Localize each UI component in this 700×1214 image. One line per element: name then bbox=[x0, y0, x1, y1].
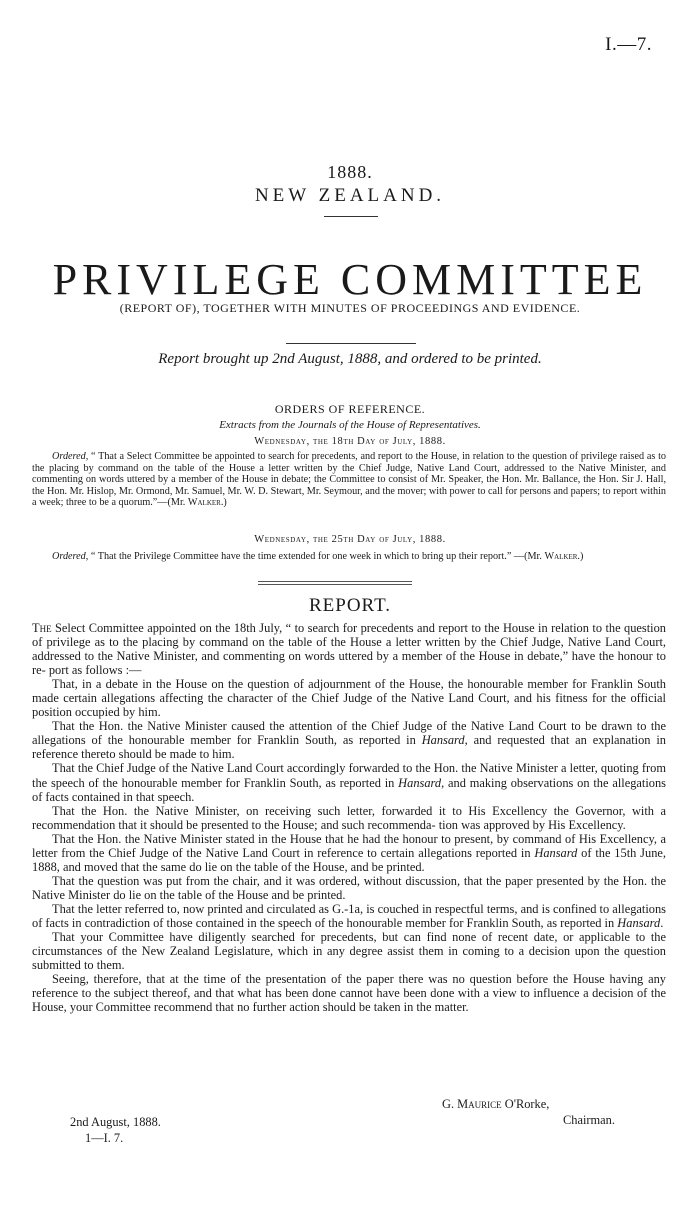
order-date-1: Wednesday, the 18th Day of July, 1888. bbox=[254, 436, 446, 447]
text-run: , and making observations on the allegations of facts contained in that speech. bbox=[32, 775, 666, 804]
order-1-label: Ordered, bbox=[52, 451, 89, 462]
report-paragraph bbox=[32, 832, 666, 874]
report-intro-lead: The bbox=[32, 621, 52, 635]
document-subtitle: (REPORT OF), TOGETHER WITH MINUTES OF PROCEEDINGS AND EVIDENCE. bbox=[119, 301, 581, 315]
report-paragraph: That your Committee have diligently searched for precedents, but can find none of recent date, or applicable to the circumstances of the New Zealand Legislature, which in any degree assist them in coming to a decision upon the question submitted to them. bbox=[32, 930, 666, 973]
document-year: 1888. bbox=[327, 162, 373, 182]
order-1-close: .) bbox=[220, 497, 227, 508]
report-body bbox=[32, 621, 666, 1014]
report-paragraph: Seeing, therefore, that at the time of the presentation of the paper there was no question before the House having any reference to the subject thereof, and that what has been done cannot have been done with a view to influence a decision of the House, your Committee recommend that no further action should be taken in the matter. bbox=[32, 972, 666, 1015]
text-run: That the Hon. the Native Minister caused the attention of the Chief Judge of the Native Land Court to be drawn to the allegations of the honourable member for Franklin South, as reported in bbox=[32, 719, 666, 748]
text-run: , and requested that an explanation in reference thereto should be made to him. bbox=[32, 733, 666, 762]
document-title: PRIVILEGE COMMITTEE bbox=[52, 255, 648, 304]
report-paragraph bbox=[32, 761, 666, 803]
divider bbox=[258, 584, 412, 585]
name-part: O'Rorke, bbox=[501, 1097, 550, 1111]
signatory-title: Chairman. bbox=[563, 1113, 615, 1127]
page-reference: I.—7. bbox=[605, 34, 652, 55]
printed-note: Report brought up 2nd August, 1888, and ordered to be printed. bbox=[158, 351, 542, 367]
text-run: That the letter referred to, now printed and circulated as G.-1a, is couched in respectful terms, and is confined to allegations of facts in contradiction of those contained in the speech of the honourable member for Franklin South, as reported in bbox=[32, 901, 666, 930]
hansard-ref: Hansard bbox=[398, 775, 442, 790]
text-run: . bbox=[660, 915, 664, 930]
report-paragraph bbox=[32, 902, 666, 930]
hansard-ref: Hansard bbox=[534, 845, 578, 860]
text-run: of the 15th June, 1888, and moved that the same do lie on the table of the House, and be printed. bbox=[32, 845, 666, 874]
name-part: G. bbox=[442, 1097, 458, 1111]
signatory-name bbox=[442, 1097, 549, 1112]
order-2-label: Ordered, bbox=[52, 551, 89, 562]
report-paragraph bbox=[32, 719, 666, 761]
country-heading: NEW ZEALAND. bbox=[254, 185, 446, 206]
order-1-text: “ That a Select Committee be appointed to search for precedents, and report to the House, in relation to the question of privilege raised as to the placing by command on the table of the House a letter written by the Chief Judge, Native Land Court, addressed to the Native Minister, and commenting on words uttered by a member of the House in debate; the Committee to consist of Mr. Speaker, the Hon. Mr. Ballance, the Hon. Sir J. Hall, the Hon. Mr. Hislop, Mr. Ormond, Mr. Samuel, Mr. W. D. Stewart, Mr. Seymour, and the mover; with power to call for persons and papers; to report within a week; three to be a quorum.”—(Mr. bbox=[32, 451, 666, 508]
report-heading: REPORT. bbox=[308, 595, 392, 616]
order-1-mover: Walker bbox=[187, 497, 221, 508]
order-2-close: .) bbox=[577, 551, 584, 562]
order-2-mover: Walker bbox=[544, 551, 578, 562]
order-date-2: Wednesday, the 25th Day of July, 1888. bbox=[254, 534, 446, 545]
hansard-ref: Hansard bbox=[421, 733, 465, 748]
report-date: 2nd August, 1888. bbox=[70, 1115, 161, 1129]
report-paragraph: That, in a debate in the House on the question of adjournment of the House, the honourable member for Franklin South made certain allegations affecting the character of the Chief Judge of the Native Land Court, and his fitness for the official position occupied by him. bbox=[32, 677, 666, 720]
order-1 bbox=[32, 451, 666, 509]
report-paragraph: That the question was put from the chair, and it was ordered, without discussion, that the paper presented by the Hon. the Native Minister do lie on the table of the House and be printed. bbox=[32, 873, 666, 902]
divider bbox=[258, 581, 412, 582]
hansard-ref: Hansard bbox=[617, 915, 661, 930]
report-intro-text: Select Committee appointed on the 18th July, “ to search for precedents and report to the House in relation to the question of privilege as to the placing by command on the table of the House a letter written by the Chief Judge, Native Land Court, addressed to the Native Minister, and commenting on words uttered by a member of the House in debate,” have the honour to re- port as follows :— bbox=[32, 621, 666, 678]
journal-extracts-note: Extracts from the Journals of the House of Representatives. bbox=[219, 419, 481, 431]
divider bbox=[286, 343, 416, 344]
orders-heading: ORDERS OF REFERENCE. bbox=[274, 402, 426, 416]
report-paragraph: That the Hon. the Native Minister, on receiving such letter, forwarded it to His Excellency the Governor, with a recommendation that it should be presented to the House; and such recommenda- tion was approved by His Excellency. bbox=[32, 803, 666, 832]
divider bbox=[324, 216, 378, 217]
page-identifier: 1—I. 7. bbox=[85, 1131, 124, 1145]
name-part: Maurice bbox=[457, 1097, 502, 1111]
report-intro bbox=[32, 621, 666, 677]
order-2-text: “ That the Privilege Committee have the time extended for one week in which to bring up their report.” —(Mr. bbox=[88, 551, 545, 562]
text-run: That the Hon. the Native Minister stated in the House that he had the honour to present, by command of His Excellency, a letter from the Chief Judge of the Native Land Court in reference to certain allegations reported in bbox=[32, 831, 666, 860]
text-run: That the Chief Judge of the Native Land Court accordingly forwarded to the Hon. the Native Minister a letter, quoting from the speech of the honourable member for Franklin South, as reported in bbox=[32, 761, 666, 790]
order-2 bbox=[32, 551, 666, 563]
